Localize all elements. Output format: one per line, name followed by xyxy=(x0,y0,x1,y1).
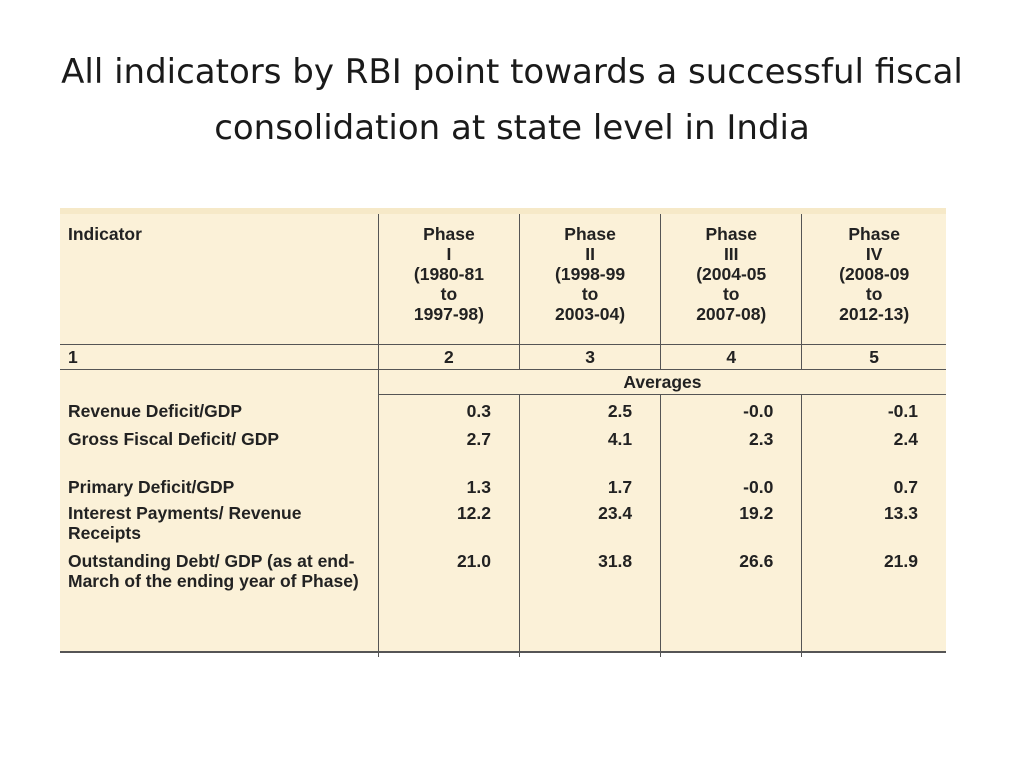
column-number: 5 xyxy=(802,345,946,370)
phase-3-end: 2007-08) xyxy=(696,304,767,324)
averages-label: Averages xyxy=(378,370,946,395)
table-row xyxy=(60,503,946,551)
phase-2-to: to xyxy=(581,284,599,304)
table-cell: 1.3 xyxy=(378,477,519,503)
table-cell: 2.3 xyxy=(661,429,802,477)
table-cell: 2.4 xyxy=(802,429,946,477)
table-cell: 23.4 xyxy=(520,503,661,551)
table-cell: 21.9 xyxy=(802,551,946,657)
table-cell: 4.1 xyxy=(520,429,661,477)
table-cell: -0.0 xyxy=(661,395,802,430)
phase-1-numeral: I xyxy=(446,244,452,264)
table-cell: 12.2 xyxy=(378,503,519,551)
table-row xyxy=(60,395,946,430)
phase-2-numeral: II xyxy=(585,244,595,264)
column-number: 3 xyxy=(520,345,661,370)
phase-4-header xyxy=(802,214,946,345)
phase-3-label: Phase xyxy=(705,224,758,244)
averages-row xyxy=(60,370,946,395)
phase-4-to: to xyxy=(865,284,883,304)
phase-2-end: 2003-04) xyxy=(555,304,626,324)
table-row xyxy=(60,477,946,503)
table-row xyxy=(60,429,946,477)
table-cell: 19.2 xyxy=(661,503,802,551)
phase-4-start: (2008-09 xyxy=(839,264,910,284)
column-number: 2 xyxy=(378,345,519,370)
column-number: 4 xyxy=(661,345,802,370)
indicator-label: Gross Fiscal Deficit/ GDP xyxy=(68,429,280,449)
table-row xyxy=(60,551,946,657)
table-cell: 2.7 xyxy=(378,429,519,477)
phase-1-to: to xyxy=(440,284,458,304)
indicator-label: Primary Deficit/GDP xyxy=(68,477,235,497)
phase-2-start: (1998-99 xyxy=(555,264,626,284)
table-cell: 31.8 xyxy=(520,551,661,657)
phase-4-numeral: IV xyxy=(865,244,883,264)
slide-title: All indicators by RBI point towards a successful fiscal consolidation at state level in India xyxy=(61,52,963,148)
phase-1-label: Phase xyxy=(423,224,475,244)
table-cell: 21.0 xyxy=(378,551,519,657)
table-bottom-rule xyxy=(60,651,946,653)
phase-3-start: (2004-05 xyxy=(696,264,767,284)
phase-1-header xyxy=(378,214,519,345)
phase-3-numeral: III xyxy=(723,244,739,264)
phase-3-header xyxy=(661,214,802,345)
table-cell: 1.7 xyxy=(520,477,661,503)
table-header-row xyxy=(60,214,946,345)
phase-1-end: 1997-98) xyxy=(413,304,484,324)
column-number-row xyxy=(60,345,946,370)
phase-3-to: to xyxy=(722,284,740,304)
fiscal-indicators-table xyxy=(60,214,946,657)
table-cell: 0.3 xyxy=(378,395,519,430)
indicator-column-header: Indicator xyxy=(60,214,378,345)
table-cell: -0.0 xyxy=(661,477,802,503)
column-number: 1 xyxy=(60,345,378,370)
table-cell: 2.5 xyxy=(520,395,661,430)
table-cell: -0.1 xyxy=(802,395,946,430)
phase-4-label: Phase xyxy=(848,224,900,244)
phase-1-start: (1980-81 xyxy=(413,264,484,284)
phase-2-header xyxy=(520,214,661,345)
indicator-label: Revenue Deficit/GDP xyxy=(68,400,243,421)
phase-2-label: Phase xyxy=(564,224,616,244)
table-cell: 13.3 xyxy=(802,503,946,551)
table-cell: 26.6 xyxy=(661,551,802,657)
averages-row-spacer xyxy=(60,370,378,395)
indicator-label: Interest Payments/ Revenue Receipts xyxy=(68,503,302,543)
phase-4-end: 2012-13) xyxy=(839,304,910,324)
indicator-label: Outstanding Debt/ GDP (as at end-March of the ending year of Phase) xyxy=(68,551,359,591)
table-cell: 0.7 xyxy=(802,477,946,503)
indicators-table-image xyxy=(60,208,946,653)
